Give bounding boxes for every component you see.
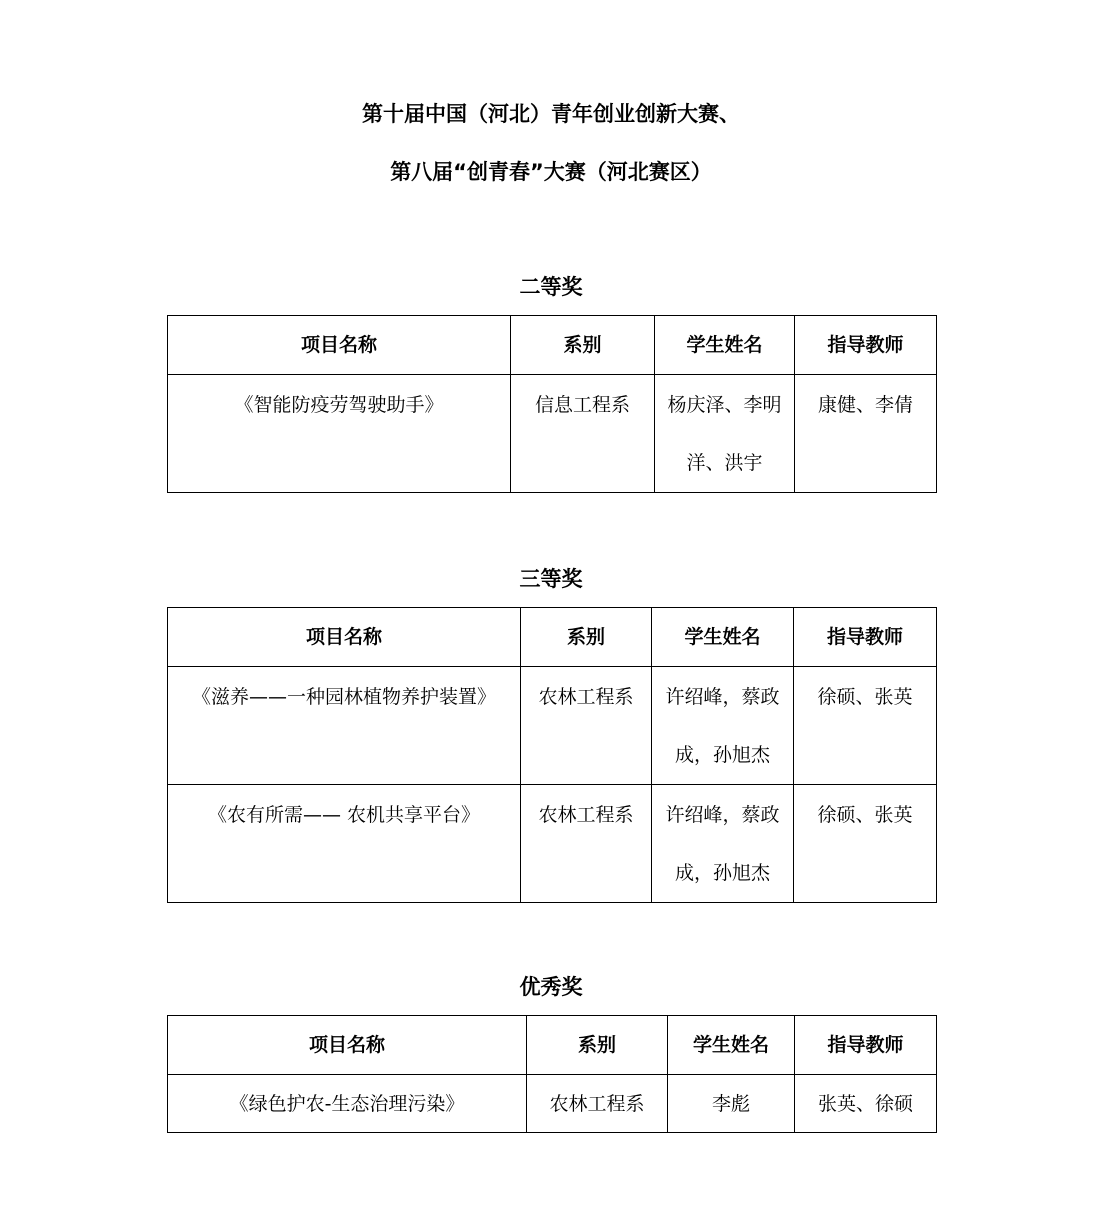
students-cell: 许绍峰，蔡政成，孙旭杰 <box>652 785 794 903</box>
advisors-cell: 康健、李倩 <box>795 375 937 493</box>
column-header-project: 项目名称 <box>168 1016 527 1075</box>
department-cell: 信息工程系 <box>511 375 655 493</box>
students-cell: 杨庆泽、李明洋、洪宇 <box>655 375 795 493</box>
document-title-line-2: 第八届“创青春”大赛（河北赛区） <box>390 160 712 184</box>
project-name-cell: 《绿色护农-生态治理污染》 <box>168 1075 527 1133</box>
students-cell: 李彪 <box>668 1075 795 1133</box>
table-row <box>168 375 937 493</box>
advisors-cell: 张英、徐硕 <box>795 1075 937 1133</box>
column-header-advisors: 指导教师 <box>795 1016 937 1075</box>
column-header-project: 项目名称 <box>168 608 521 667</box>
table-row <box>168 667 937 785</box>
column-header-students: 学生姓名 <box>655 316 795 375</box>
table-header-row <box>168 608 937 667</box>
column-header-department: 系别 <box>521 608 652 667</box>
second-prize-heading: 二等奖 <box>519 275 583 299</box>
column-header-advisors: 指导教师 <box>795 316 937 375</box>
column-header-students: 学生姓名 <box>668 1016 795 1075</box>
column-header-department: 系别 <box>527 1016 668 1075</box>
excellence-prize-heading: 优秀奖 <box>519 975 583 999</box>
third-prize-heading: 三等奖 <box>519 567 583 591</box>
project-name-cell: 《智能防疫劳驾驶助手》 <box>168 375 511 493</box>
column-header-advisors: 指导教师 <box>794 608 937 667</box>
table-header-row <box>168 316 937 375</box>
third-prize-table <box>167 607 937 903</box>
table-header-row <box>168 1016 937 1075</box>
project-name-cell: 《滋养——一种园林植物养护装置》 <box>168 667 521 785</box>
department-cell: 农林工程系 <box>527 1075 668 1133</box>
table-row <box>168 785 937 903</box>
column-header-department: 系别 <box>511 316 655 375</box>
project-name-cell: 《农有所需—— 农机共享平台》 <box>168 785 521 903</box>
second-prize-table <box>167 315 937 493</box>
advisors-cell: 徐硕、张英 <box>794 667 937 785</box>
column-header-students: 学生姓名 <box>652 608 794 667</box>
excellence-prize-table <box>167 1015 937 1133</box>
advisors-cell: 徐硕、张英 <box>794 785 937 903</box>
students-cell: 许绍峰，蔡政成，孙旭杰 <box>652 667 794 785</box>
document-title-line-1: 第十届中国（河北）青年创业创新大赛、 <box>362 102 740 126</box>
department-cell: 农林工程系 <box>521 785 652 903</box>
department-cell: 农林工程系 <box>521 667 652 785</box>
column-header-project: 项目名称 <box>168 316 511 375</box>
table-row <box>168 1075 937 1133</box>
